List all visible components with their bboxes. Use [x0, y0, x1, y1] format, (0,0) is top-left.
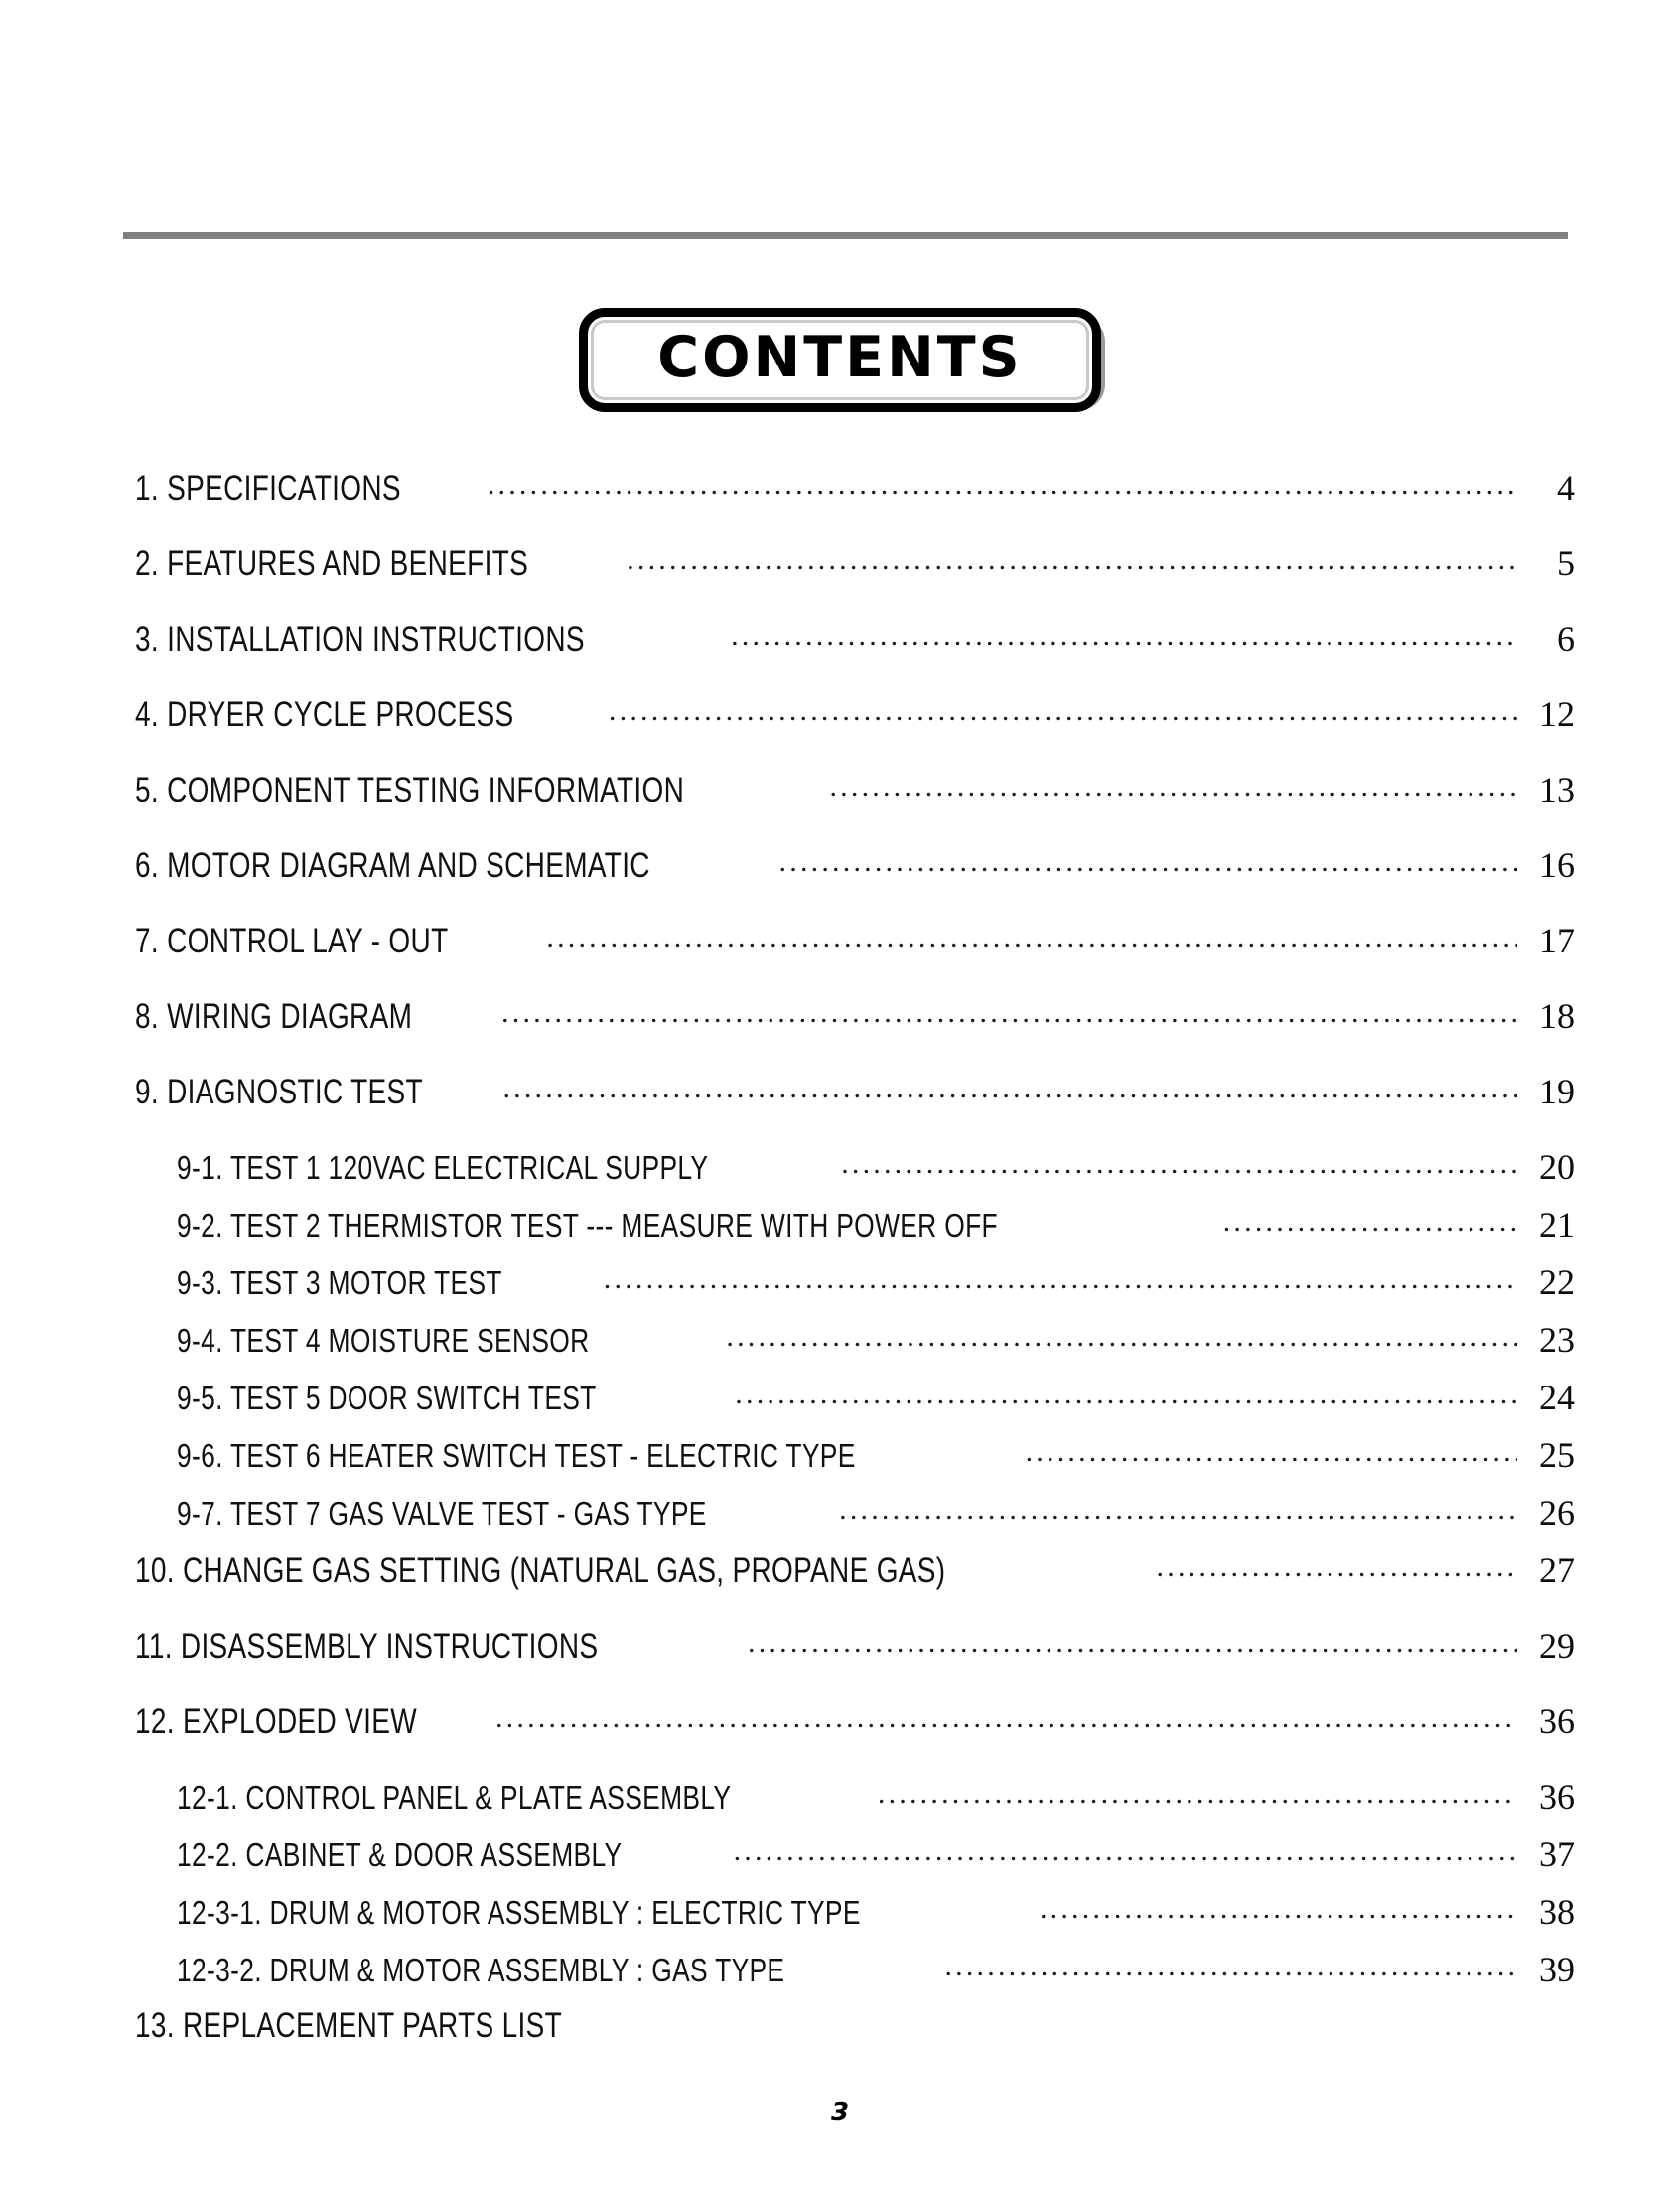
- toc-page-number: 18: [1539, 996, 1575, 1036]
- toc-leader-dots: [829, 786, 1517, 802]
- toc-entry-label: 7. CONTROL LAY - OUT: [135, 922, 449, 960]
- toc-leader-dots: [734, 1850, 1517, 1866]
- toc-entry[interactable]: [177, 1319, 1575, 1377]
- toc-leader-dots: [1157, 1566, 1517, 1582]
- toc-entry-label: 10. CHANGE GAS SETTING (NATURAL GAS, PROPANE GAS): [135, 1551, 946, 1590]
- toc-page-number: 36: [1539, 1701, 1575, 1741]
- toc-entry-label: 2. FEATURES AND BENEFITS: [135, 544, 529, 583]
- toc-entry[interactable]: [177, 1492, 1575, 1549]
- toc-entry[interactable]: [135, 693, 1575, 769]
- toc-page-number: 5: [1557, 543, 1575, 583]
- toc-leader-dots: [501, 1012, 1517, 1028]
- toc-entry-label: 6. MOTOR DIAGRAM AND SCHEMATIC: [135, 846, 650, 885]
- toc-entry-label: 12-2. CABINET & DOOR ASSEMBLY: [177, 1836, 623, 1873]
- toc-entry[interactable]: [135, 995, 1575, 1071]
- toc-entry-label: 12-1. CONTROL PANEL & PLATE ASSEMBLY: [177, 1779, 732, 1816]
- toc-entry-label: 9-5. TEST 5 DOOR SWITCH TEST: [177, 1380, 597, 1416]
- toc-entry[interactable]: [177, 1261, 1575, 1319]
- toc-page-number: 17: [1539, 921, 1575, 960]
- toc-entry-label: 9-1. TEST 1 120VAC ELECTRICAL SUPPLY: [177, 1149, 709, 1186]
- toc-entry-label: 4. DRYER CYCLE PROCESS: [135, 695, 514, 734]
- toc-page-number: 27: [1539, 1550, 1575, 1590]
- toc-entry-label: 5. COMPONENT TESTING INFORMATION: [135, 771, 685, 809]
- toc-leader-dots: [779, 861, 1517, 877]
- toc-page-number: 23: [1539, 1320, 1575, 1360]
- toc-entry[interactable]: [135, 920, 1575, 995]
- toc-entry[interactable]: [135, 542, 1575, 618]
- toc-entry[interactable]: [177, 1377, 1575, 1434]
- toc-entry-label: 12. EXPLODED VIEW: [135, 1702, 417, 1741]
- contents-title-plate: [579, 308, 1105, 410]
- toc-entry[interactable]: [135, 467, 1575, 542]
- toc-leader-dots: [839, 1509, 1517, 1525]
- toc-leader-dots: [841, 1163, 1517, 1179]
- toc-leader-dots: [944, 1966, 1517, 1981]
- toc-page-number: 36: [1539, 1777, 1575, 1817]
- toc-leader-dots: [726, 1336, 1517, 1352]
- toc-page-number: 26: [1539, 1493, 1575, 1532]
- toc-leader-dots: [609, 710, 1517, 726]
- toc-entry-label: 12-3-1. DRUM & MOTOR ASSEMBLY : ELECTRIC TYPE: [177, 1894, 861, 1931]
- toc-page-number: 38: [1539, 1892, 1575, 1932]
- toc-entry-label: 9-2. TEST 2 THERMISTOR TEST --- MEASURE WITH POWER OFF: [177, 1207, 998, 1243]
- toc-leader-dots: [731, 635, 1517, 651]
- toc-page-number: 39: [1539, 1950, 1575, 1989]
- toc-page-number: 19: [1539, 1072, 1575, 1111]
- toc-leader-dots: [748, 1642, 1517, 1658]
- toc-entry-label: 12-3-2. DRUM & MOTOR ASSEMBLY : GAS TYPE: [177, 1952, 785, 1988]
- page-title: CONTENTS: [657, 325, 1023, 390]
- toc-entry-label: 9-4. TEST 4 MOISTURE SENSOR: [177, 1322, 590, 1359]
- toc-entry-label: 9-6. TEST 6 HEATER SWITCH TEST - ELECTRIC TYPE: [177, 1437, 856, 1474]
- toc-leader-dots: [669, 2021, 1517, 2037]
- table-of-contents: [0, 467, 1680, 2082]
- toc-leader-dots: [1026, 1451, 1517, 1467]
- toc-leader-dots: [488, 484, 1517, 500]
- toc-entry[interactable]: [135, 844, 1575, 920]
- toc-entry[interactable]: [135, 618, 1575, 693]
- toc-leader-dots: [495, 1717, 1517, 1733]
- toc-page-number: 13: [1539, 770, 1575, 809]
- toc-page-number: 20: [1539, 1147, 1575, 1187]
- toc-leader-dots: [604, 1278, 1517, 1294]
- toc-entry-label: 9. DIAGNOSTIC TEST: [135, 1073, 423, 1111]
- toc-entry[interactable]: [177, 1891, 1575, 1949]
- toc-leader-dots: [502, 1088, 1517, 1103]
- toc-entry-label: 3. INSTALLATION INSTRUCTIONS: [135, 620, 585, 658]
- toc-leader-dots: [1040, 1908, 1517, 1924]
- toc-entry[interactable]: [177, 1434, 1575, 1492]
- toc-entry[interactable]: [135, 769, 1575, 844]
- toc-page-number: 16: [1539, 845, 1575, 885]
- toc-leader-dots: [735, 1393, 1517, 1409]
- toc-entry-label: 8. WIRING DIAGRAM: [135, 997, 413, 1036]
- toc-leader-dots: [627, 559, 1517, 575]
- toc-entry[interactable]: [177, 1204, 1575, 1261]
- toc-page-number: 24: [1539, 1378, 1575, 1417]
- footer-page-number: 3: [830, 2098, 850, 2127]
- toc-entry[interactable]: [135, 1549, 1575, 1625]
- toc-page-number: 21: [1539, 1205, 1575, 1244]
- toc-leader-dots: [1223, 1221, 1517, 1237]
- title-plate-border: [579, 308, 1101, 412]
- toc-page-number: 25: [1539, 1435, 1575, 1475]
- toc-entry[interactable]: [135, 2006, 1575, 2082]
- toc-entry-label: 9-3. TEST 3 MOTOR TEST: [177, 1264, 502, 1301]
- toc-page-number: 37: [1539, 1834, 1575, 1874]
- toc-entry-label: 9-7. TEST 7 GAS VALVE TEST - GAS TYPE: [177, 1495, 707, 1532]
- toc-entry-label: 11. DISASSEMBLY INSTRUCTIONS: [135, 1627, 599, 1666]
- toc-entry[interactable]: [177, 1949, 1575, 2006]
- toc-entry[interactable]: [177, 1776, 1575, 1833]
- toc-entry[interactable]: [135, 1700, 1575, 1776]
- toc-entry[interactable]: [135, 1625, 1575, 1700]
- toc-entry-label: 1. SPECIFICATIONS: [135, 469, 401, 508]
- toc-page-number: 12: [1539, 694, 1575, 734]
- toc-entry[interactable]: [177, 1833, 1575, 1891]
- toc-page-number: 29: [1539, 1626, 1575, 1666]
- toc-entry[interactable]: [177, 1146, 1575, 1204]
- toc-entry-label: 13. REPLACEMENT PARTS LIST: [135, 2006, 563, 2045]
- header-divider-rule: [123, 232, 1568, 239]
- toc-page-number: 4: [1557, 468, 1575, 508]
- toc-page-number: 6: [1557, 619, 1575, 658]
- toc-leader-dots: [878, 1793, 1517, 1809]
- toc-page-number: 22: [1539, 1262, 1575, 1302]
- toc-entry[interactable]: [135, 1071, 1575, 1146]
- toc-leader-dots: [546, 937, 1517, 952]
